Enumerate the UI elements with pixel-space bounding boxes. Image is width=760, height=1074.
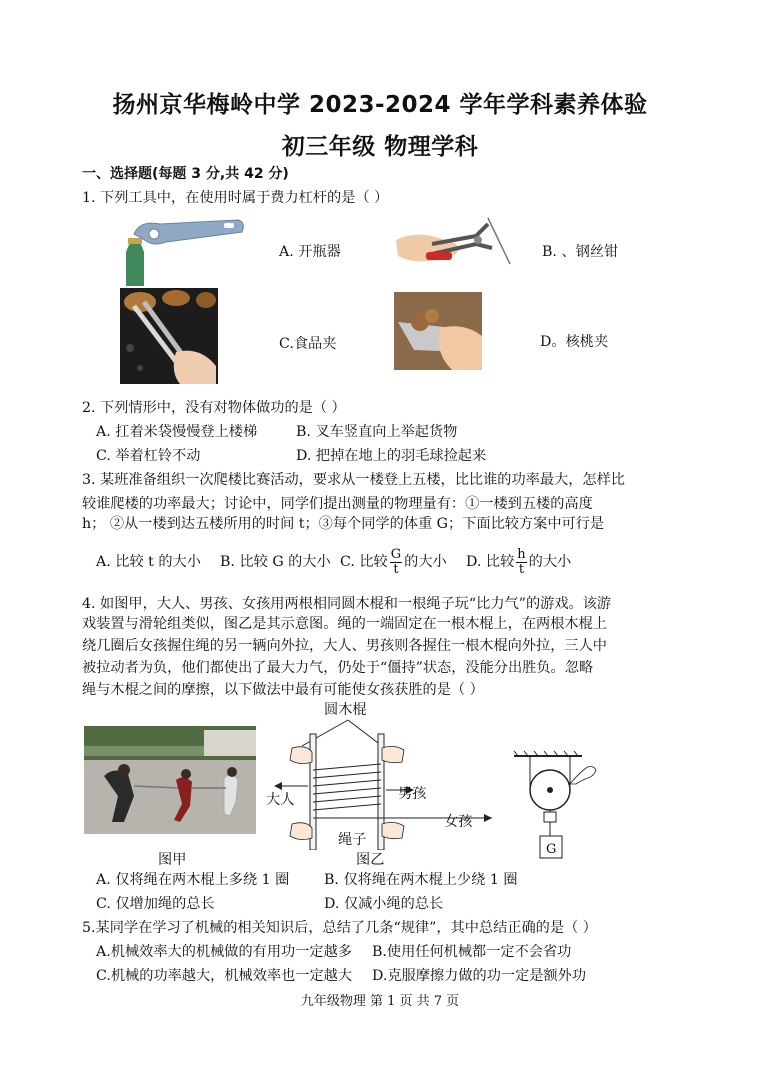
q3-line-3: h； ②从一楼到达五楼所用的时间 t；③每个同学的体重 G；下面比较方案中可行是 xyxy=(82,516,605,532)
label-weight-g: G xyxy=(546,842,557,857)
q3-option-c-label: C. 比较 xyxy=(340,554,388,570)
fraction-g-over-t: $\frac{G}{t}$ xyxy=(390,546,402,577)
q3-line-2: 较谁爬楼的功率最大；讨论中，同学们提出测量的物理量有：①一楼到五楼的高度 xyxy=(82,496,593,512)
q3-option-c: C. 比较 $\frac{G}{t}$ 的大小 xyxy=(340,546,447,577)
page-footer: 九年级物理 第 1 页 共 7 页 xyxy=(300,994,460,1009)
q4-line-2: 戏装置与滑轮组类似，图乙是其示意图。绳的一端固定在一根木棍上，在两根木棍上 xyxy=(82,616,607,632)
page-title: 扬州京华梅岭中学 2023-2024 学年学科素养体验 xyxy=(112,92,648,118)
q2-option-c: C. 举着杠铃不动 xyxy=(96,448,201,464)
q5-stem: 5.某同学在学习了机械的相关知识后，总结了几条“规律”，其中总结正确的是（ ） xyxy=(82,920,597,936)
q2-option-b: B. 叉车竖直向上举起货物 xyxy=(296,424,458,440)
page-subtitle: 初三年级 物理学科 xyxy=(281,134,479,160)
label-round-stick: 圆木棍 xyxy=(324,702,367,718)
section-heading: 一、选择题(每题 3 分,共 42 分) xyxy=(82,166,289,182)
q2-option-d: D. 把掉在地上的羽毛球捡起来 xyxy=(296,448,487,464)
q1-option-c: C.食品夹 xyxy=(279,336,337,352)
q4-option-b: B. 仅将绳在两木棍上少绕 1 圈 xyxy=(324,872,518,888)
q4-line-3: 绕几圈后女孩握住绳的另一辆向外拉，大人、男孩则各握住一根木棍向外拉，三人中 xyxy=(82,638,607,654)
fraction-h-over-t: $\frac{h}{t}$ xyxy=(517,546,526,577)
q4-line-4: 被拉动者为负，他们都使出了最大力气，仍处于“僵持”状态，没能分出胜负。忽略 xyxy=(82,660,594,676)
pliers-image xyxy=(392,214,514,280)
figure-jia-photo xyxy=(84,726,256,834)
label-boy: 男孩 xyxy=(398,786,427,802)
q1-option-b: B. 、钢丝钳 xyxy=(542,244,619,260)
pulley-figure xyxy=(508,750,608,868)
q5-option-c: C.机械的功率越大，机械效率也一定越大 xyxy=(96,968,353,984)
q4-option-d: D. 仅减小绳的总长 xyxy=(324,896,444,912)
bottle-opener-image xyxy=(120,212,248,286)
q3-option-b: B. 比较 G 的大小 xyxy=(220,554,331,570)
label-rope: 绳子 xyxy=(338,832,367,848)
label-adult: 大人 xyxy=(266,792,295,808)
q4-option-a: A. 仅将绳在两木棍上多绕 1 圈 xyxy=(96,872,290,888)
q1-stem: 1. 下列工具中，在使用时属于费力杠杆的是（ ） xyxy=(82,190,389,206)
nutcracker-image xyxy=(394,292,482,370)
q1-option-a: A. 开瓶器 xyxy=(279,244,341,260)
q4-line-5: 绳与木棍之间的摩擦，以下做法中最有可能使女孩获胜的是（ ） xyxy=(82,682,484,698)
q5-option-a: A.机械效率大的机械做的有用功一定越多 xyxy=(96,944,352,960)
figure-jia-caption: 图甲 xyxy=(158,852,187,868)
q3-line-1: 3. 某班准备组织一次爬楼比赛活动，要求从一楼登上五楼，比比谁的功率最大，怎样比 xyxy=(82,472,625,488)
label-girl: 女孩 xyxy=(444,814,473,830)
q3-option-a: A. 比较 t 的大小 xyxy=(96,554,201,570)
q2-option-a: A. 扛着米袋慢慢登上楼梯 xyxy=(96,424,258,440)
q5-option-d: D.克服摩擦力做的功一定是额外功 xyxy=(372,968,587,984)
q5-option-b: B.使用任何机械都一定不会省功 xyxy=(372,944,572,960)
q3-option-d: D. 比较 $\frac{h}{t}$ 的大小 xyxy=(466,546,572,577)
q4-option-c: C. 仅增加绳的总长 xyxy=(96,896,215,912)
food-tongs-image xyxy=(120,288,218,384)
q4-line-1: 4. 如图甲，大人、男孩、女孩用两根相同圆木棍和一根绳子玩“比力气”的游戏。该游 xyxy=(82,596,612,612)
q1-option-d: D。核桃夹 xyxy=(540,334,609,350)
q3-option-d-label: D. 比较 xyxy=(466,554,515,570)
figure-yi-caption: 图乙 xyxy=(356,852,385,868)
q2-stem: 2. 下列情形中，没有对物体做功的是（ ） xyxy=(82,400,346,416)
